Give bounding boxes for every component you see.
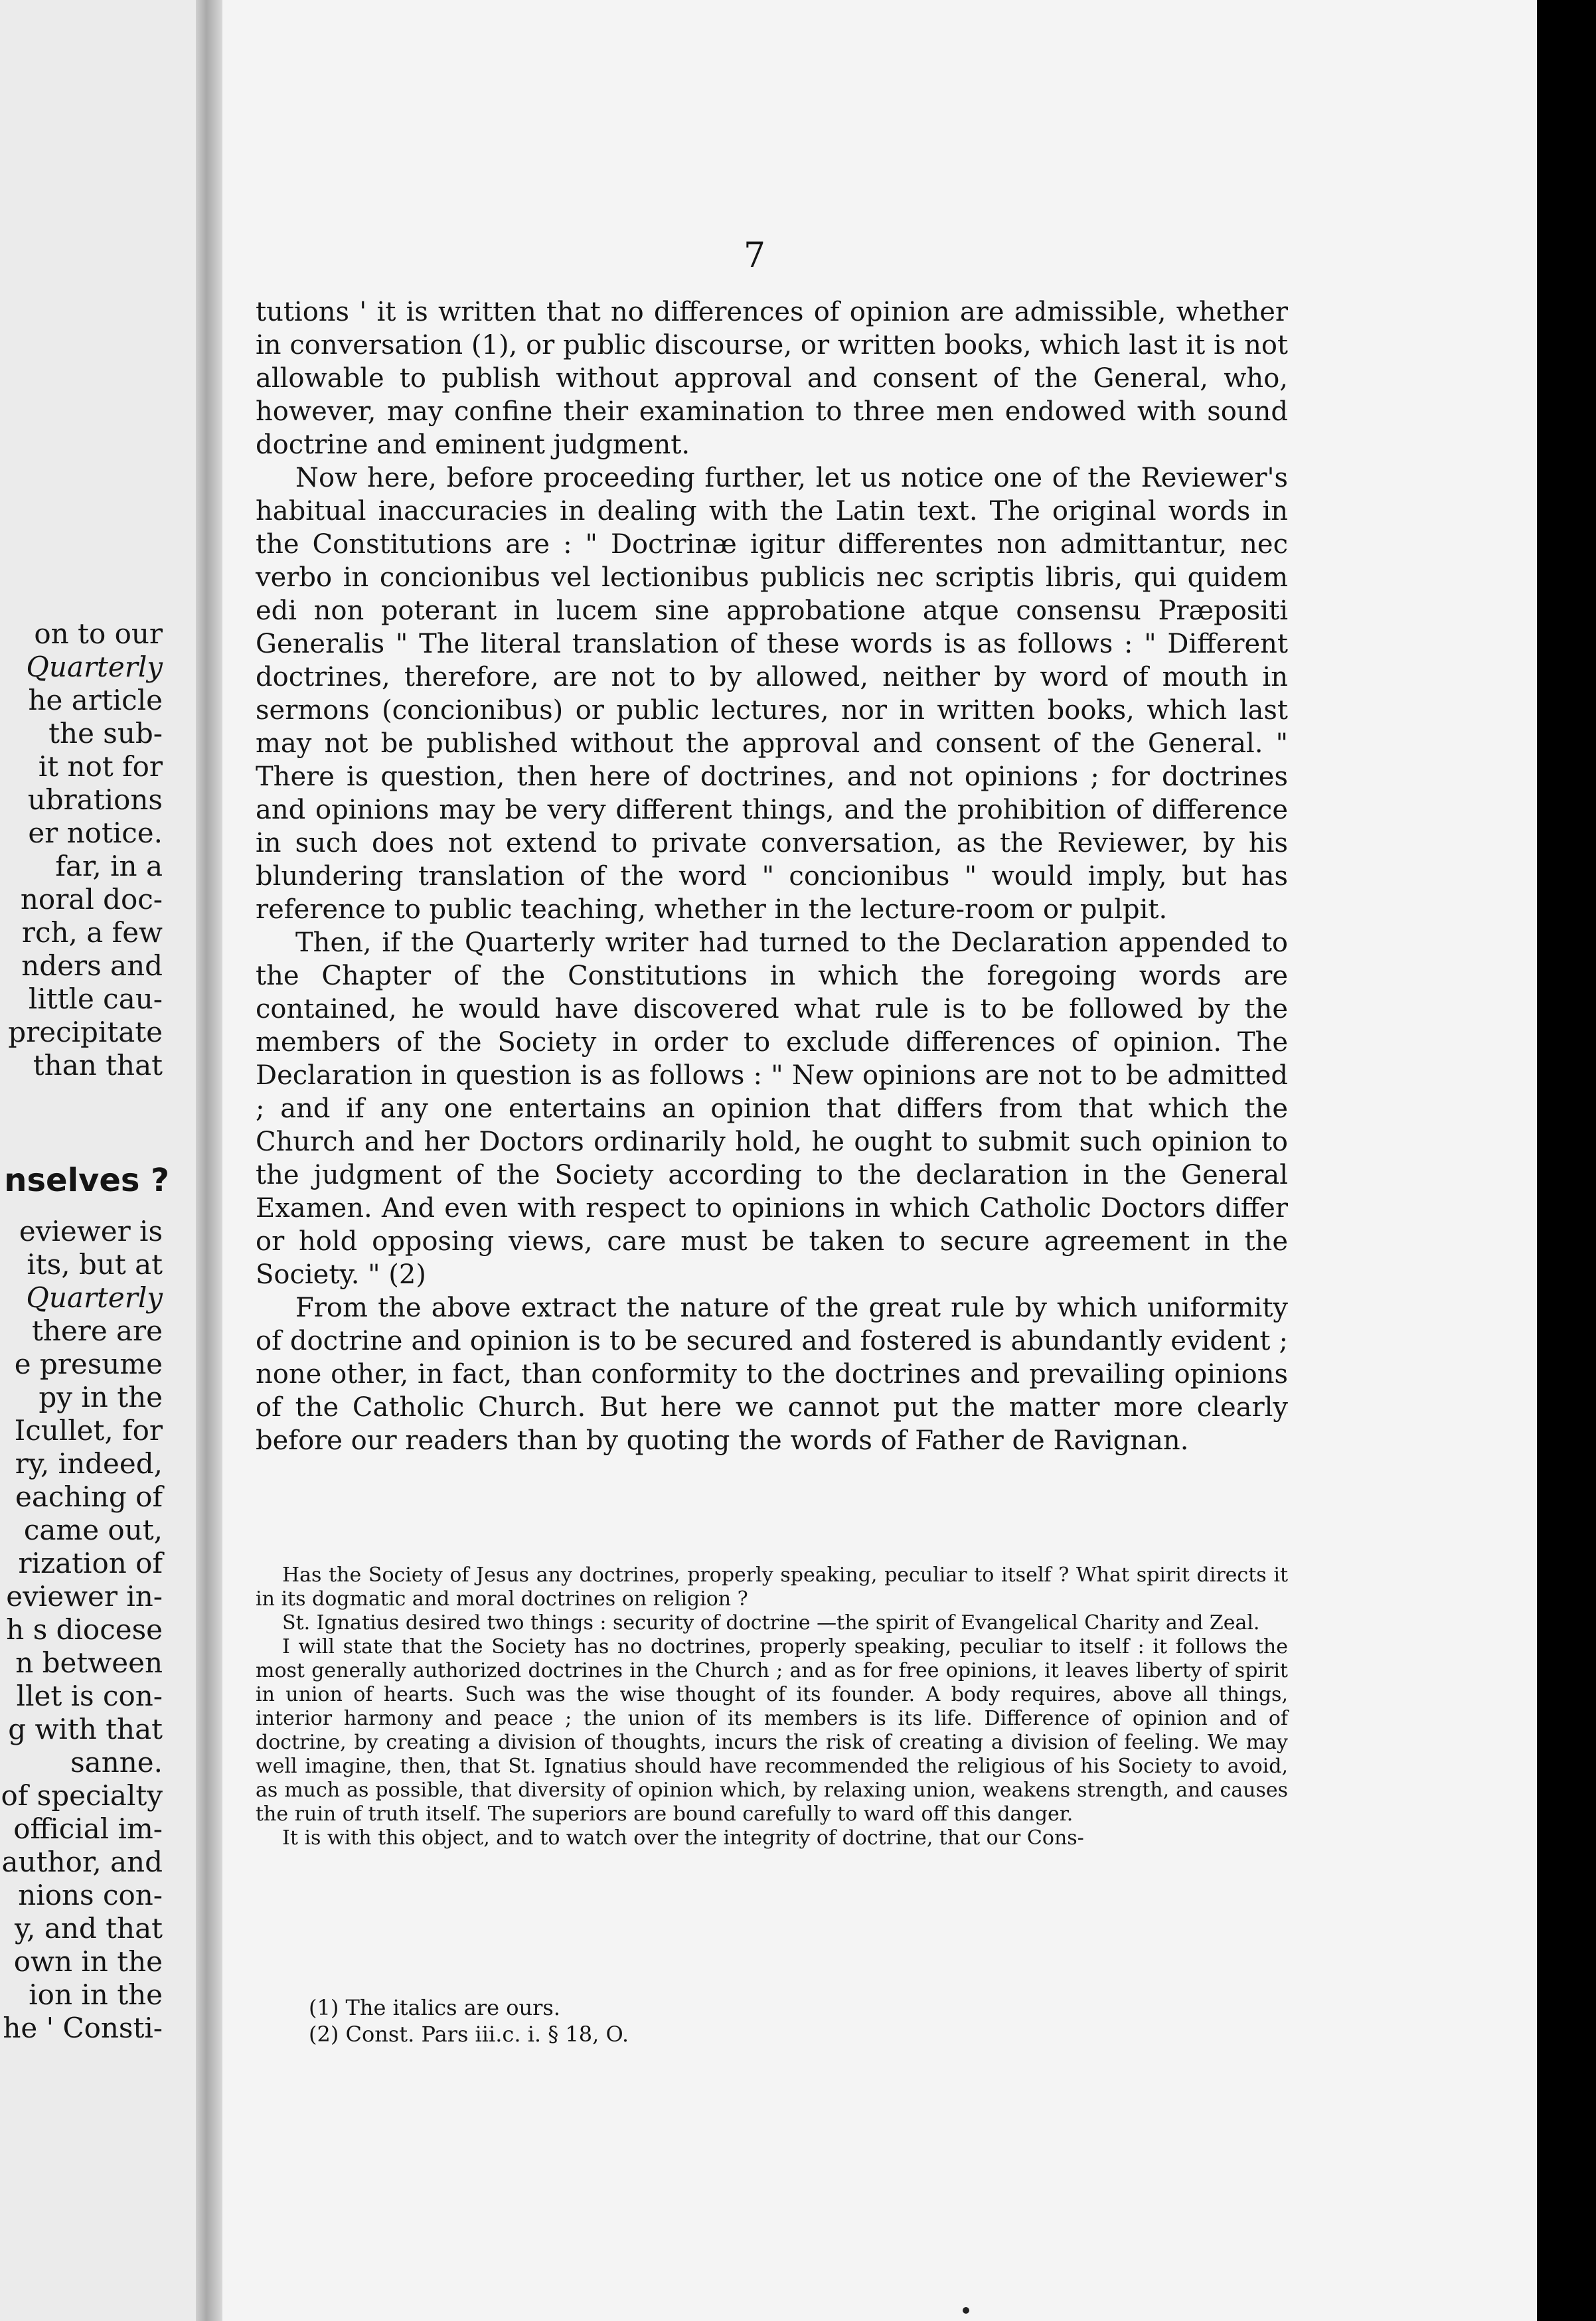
right-page: [222, 0, 1537, 2321]
left-column-line: e presume: [14, 1348, 163, 1380]
left-column-line: noral doc-: [20, 883, 163, 916]
left-column-line: he article: [28, 684, 163, 716]
paragraph: From the above extract the nature of the great rule by which uniformity of doctrine and opinion is to be secured and fostered is abundantly evident ; none other, in fact, than conformity to the doctrines and prevailing opinions of the Catholic Church. But here we cannot put the matter more clearly before our readers than by quoting the words of Father de Ravignan.: [256, 1293, 1288, 1456]
left-column-line: Quarterly: [26, 1281, 163, 1314]
left-column-line: eaching of: [15, 1481, 163, 1513]
left-column-line: it not for: [38, 750, 163, 783]
left-column-line: rch, a few: [21, 916, 163, 949]
left-column-line: ion in the: [29, 1978, 163, 2011]
left-column-line: sanne.: [70, 1746, 163, 1779]
left-column-line: came out,: [23, 1514, 163, 1546]
left-column-line: rization of: [18, 1547, 163, 1579]
left-column-line: there are: [31, 1315, 163, 1347]
left-column-line: ubrations: [27, 783, 163, 816]
left-column-line: llet is con-: [16, 1680, 163, 1712]
left-column-line: far, in a: [55, 850, 163, 882]
left-column-line: h s diocese: [6, 1613, 163, 1646]
ink-speck: [963, 2307, 969, 2314]
quote-paragraph: I will state that the Society has no doctrines, properly speaking, peculiar to itself : it follows the most generally authorized doctrines in the Church ; and as for free opinions, it leaves liberty of spirit in union of hearts. Such was the wise thought of its founder. A body requires, above all things, interior harmony and peace ; the union of its members is its life. Difference of opinion and of doctrine, by creating a division of thoughts, incurs the risk of creating a division of feeling. We may well imagine, then, that St. Ignatius should have recommended the religious of his Society to avoid, as much as possible, that diversity of opinion which, by relaxing union, weakens strength, and causes the ruin of truth itself. The superiors are bound carefully to ward off this danger.: [256, 1635, 1288, 1826]
left-column-line: the sub-: [48, 717, 163, 750]
left-column-line: official im-: [13, 1812, 163, 1845]
quote-paragraph: It is with this object, and to watch over the integrity of doctrine, that our Cons-: [282, 1826, 1084, 1850]
left-column-line: g with that: [8, 1713, 163, 1745]
left-column-line: he ' Consti-: [3, 2012, 163, 2044]
left-column-line: nions con-: [18, 1879, 163, 1911]
left-column-line: little cau-: [28, 983, 163, 1015]
left-column-line: author, and: [1, 1846, 163, 1878]
left-column-line: Icullet, for: [14, 1414, 163, 1447]
quote-paragraph: Has the Society of Jesus any doctrines, properly speaking, peculiar to itself ? What spirit directs it in its dogmatic and moral doctrines on religion ?: [256, 1563, 1288, 1611]
left-column-line: Quarterly: [26, 651, 163, 683]
left-column-line: n between: [15, 1646, 163, 1679]
main-text: [256, 295, 1288, 1457]
left-column-line: of specialty: [1, 1779, 163, 1812]
paragraph: Then, if the Quarterly writer had turned to the Declaration appended to the Chapter of the Constitutions in which the foregoing words are contained, he would have discovered what rule is to be followed by the members of the Society in order to exclude differences of opinion. The Declaration in question is as follows : " New opinions are not to be admitted ; and if any one entertains an opinion that differs from that which the Church and her Doctors ordinarily hold, he ought to submit such opinion to the judgment of the Society according to the declaration in the General Examen. And even with respect to opinions in which Catholic Doctors differ or hold opposing views, care must be taken to secure agreement in the Society. " (2): [256, 927, 1288, 1290]
quoted-passage: [256, 1563, 1288, 1850]
left-column-line: ry, indeed,: [15, 1447, 163, 1480]
quote-paragraph: St. Ignatius desired two things : security of doctrine —the spirit of Evangelical Charity and Zeal.: [282, 1611, 1260, 1635]
left-column-line: er notice.: [28, 817, 163, 849]
footnote: (1) The italics are ours.: [309, 1995, 560, 2020]
paragraph: tutions ' it is written that no differences of opinion are admissible, whether in conversation (1), or public discourse, or written books, which last it is not allowable to publish without approval and consent of the General, who, however, may confine their examination to three men endowed with sound doctrine and eminent judgment.: [256, 297, 1288, 460]
left-column-line: on to our: [34, 617, 163, 650]
left-column-line: its, but at: [27, 1248, 163, 1281]
left-page: [0, 0, 196, 2321]
left-column-line: nders and: [21, 949, 163, 982]
page-number: 7: [744, 236, 766, 276]
left-column-line: py in the: [39, 1381, 163, 1413]
book-gutter: [196, 0, 222, 2321]
left-column-line: eviewer in-: [6, 1580, 163, 1613]
left-column-line: precipitate: [8, 1016, 163, 1048]
left-column-line: own in the: [13, 1945, 163, 1978]
left-column-line: eviewer is: [19, 1215, 163, 1247]
left-column-heading: nselves ?: [4, 1162, 169, 1199]
left-column-line: y, and that: [14, 1912, 163, 1945]
paragraph: Now here, before proceeding further, let us notice one of the Reviewer's habitual inaccuracies in dealing with the Latin text. The original words in the Constitutions are : " Doctrinæ igitur differentes non admittantur, nec verbo in concionibus vel lectionibus publicis nec scriptis libris, qui quidem edi non poterant in lucem sine approbatione atque consensu Præpositi Generalis " The literal translation of these words is as follows : " Different doctrines, therefore, are not to by allowed, neither by word of mouth in sermons (concionibus) or public lectures, nor in written books, which last may not be published without the approval and consent of the General. " There is question, then here of doctrines, and not opinions ; for doctrines and opinions may be very different things, and the prohibition of difference in such does not extend to private conversation, as the Reviewer, by his blundering translation of the word " concionibus " would imply, but has reference to public teaching, whether in the lecture-room or pulpit.: [256, 463, 1288, 925]
left-column-line: than that: [33, 1049, 163, 1081]
footnote: (2) Const. Pars iii.c. i. § 18, O.: [309, 2022, 629, 2047]
